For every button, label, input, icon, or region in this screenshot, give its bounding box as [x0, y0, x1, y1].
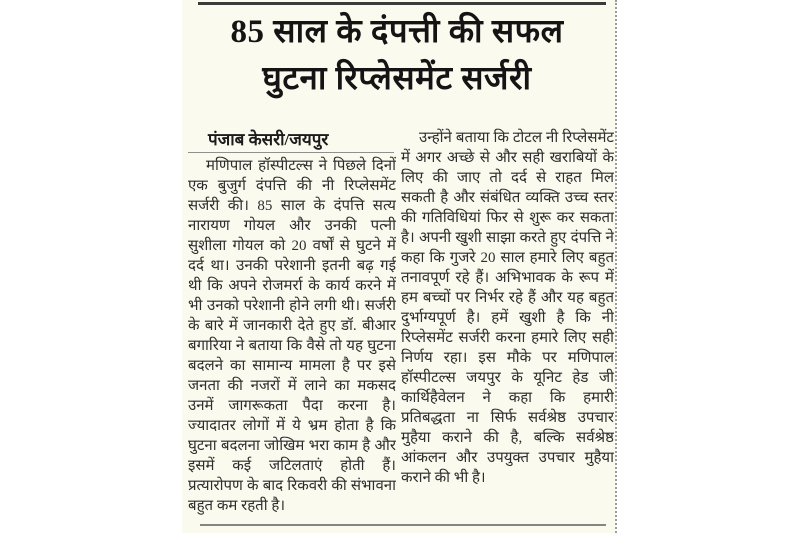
dotted-column-divider	[615, 0, 617, 533]
byline-rule	[188, 152, 394, 153]
article-column-right: उन्होंने बताया कि टोटल नी रिप्लेसमेंट में अगर अच्छे से और सही खराबियों के लिए की जाए तो दर्द से राहत मिल सकती है और संबंधित व्यक्ति उच्च स्तर की गतिविधियां फिर से शुरू कर सकता है। अपनी खुशी साझा करते हुए दंपत्ति ने कहा कि गुजरे 20 साल हमारे लिए बहुत तनावपूर्ण रहे हैं। अभिभावक के रूप में हम बच्चों पर निर्भर रहे हैं और यह बहुत दुर्भाग्यपूर्ण है। हमें खुशी है कि नी रिप्लेसमेंट सर्जरी करना हमारे लिए सही निर्णय रहा। इस मौके पर मणिपाल हॉस्पीटल्स जयपुर के यूनिट हेड जी कार्थिहैवेलन ने कहा कि हमारी प्रतिबद्धता ना सिर्फ सर्वश्रेष्ठ उपचार मुहैया कराने की है, बल्कि सर्वश्रेष्ठ आंकलन और उपयुक्त उपचार मुहैया कराने की भी है।	[401, 130, 614, 486]
byline: पंजाब केसरी/जयपुर	[208, 130, 329, 149]
article-headline	[182, 9, 612, 103]
bottom-rule	[200, 524, 606, 526]
headline-line-1: 85 साल के दंपत्ती की सफल	[230, 14, 564, 50]
newspaper-clipping	[182, 0, 616, 533]
headline-line-2: घुटना रिप्लेसमेंट सर्जरी	[262, 61, 532, 97]
top-rule	[198, 2, 606, 5]
article-column-left: मणिपाल हॉस्पीटल्स ने पिछले दिनों एक बुजुर्ग दंपत्ति की नी रिप्लेसमेंट सर्जरी की। 85 साल के दंपत्ति सत्य नारायण गोयल और उनकी पत्नी सुशीला गोयल को 20 वर्षों से घुटने में दर्द था। उनकी परेशानी इतनी बढ़ गई थी कि अपने रोजमर्रा के कार्य करने में भी उनको परेशानी होने लगी थी। सर्जरी के बारे में जानकारी देते हुए डॉ. बीआर बगारिया ने बताया कि वैसे तो यह घुटना बदलने का सामान्य मामला है पर इसे जनता की नजरों में लाने का मकसद उनमें जागरूकता पैदा करना है। ज्यादातर लोगों में ये भ्रम होता है कि घुटना बदलना जोखिम भरा काम है और इसमें कई जटिलताएं होती हैं। प्रत्यारोपण के बाद रिकवरी की संभावना बहुत कम रहती है।	[188, 158, 396, 514]
